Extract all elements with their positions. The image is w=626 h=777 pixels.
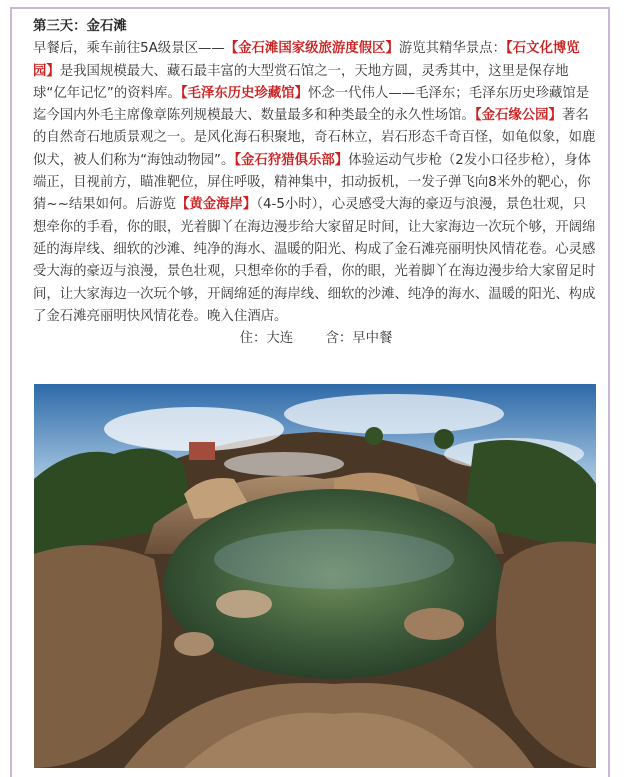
highlighted-attraction: 【金石滩国家级旅游度假区】 xyxy=(224,41,399,57)
highlighted-attraction: 【金石狩猎俱乐部】 xyxy=(234,152,349,168)
landscape-image xyxy=(34,384,596,768)
description-text: 是我国规模最大、藏石最丰富的大型赏石馆之一，天地方圆，灵秀其中，这里是保存地球“亿年记忆”的资料库。 xyxy=(33,63,569,101)
description-text: 体验运动气步枪（2发小口径步枪），身体端正，目视前方，瞄准靶位，屏住呼吸，精神集中，扣动扳机，一发子弹飞向8米外的靶心，你猜~~结果如何。后游览 xyxy=(33,152,592,213)
lodging-info: 住：大连 xyxy=(239,331,294,347)
description-text: （4-5小时），心灵感受大海的豪迈与浪漫，景色壮观，只想牵你的手看，你的眼，光着脚丫在海边漫步给大家留足时间，让大家海边一次玩个够，开阔绵延的海岸线、细软的沙滩、纯净的海水、温暖的阳光、构成了金石滩亮丽明快风情花卷。心灵感受大海的豪迈与浪漫，景色壮观，只想牵你的手看，你的眼，光着脚丫在海边漫步给大家留足时间，让大家海边一次玩个够，开阔绵延的海岸线、细软的沙滩、纯净的海水、温暖的阳光、构成了金石滩亮丽明快风情花卷。晚入住酒店。 xyxy=(33,197,596,324)
itinerary-paragraph xyxy=(33,38,599,328)
highlighted-attraction: 【黄金海岸】 xyxy=(175,197,257,213)
highlighted-attraction: 【毛泽东历史珍藏馆】 xyxy=(180,85,308,101)
jinshitan-photo xyxy=(34,384,596,768)
meals-info: 含：早中餐 xyxy=(325,331,393,347)
itinerary-content xyxy=(33,16,599,350)
description-text: 早餐后，乘车前往5A级景区—— xyxy=(33,41,225,57)
description-text: 怀念一代伟人——毛泽东；毛泽东历史珍藏馆是迄今国内外毛主席像章陈列规模最大、数量最多和种类最全的永久性场馆。 xyxy=(33,85,590,124)
description-text: 游览其精华景点： xyxy=(398,41,506,57)
day-title: 第三天：金石滩 xyxy=(33,19,127,34)
stay-info xyxy=(33,328,599,350)
description-text: 著名的自然奇石地质景观之一。是风化海石积聚地，奇石林立，岩石形态千奇百怪，如龟似象，如鹿似犬，被人们称为“海蚀动物园”。 xyxy=(33,108,596,168)
highlighted-attraction: 【金石缘公园】 xyxy=(474,108,562,124)
highlighted-attraction: 【石文化博览园】 xyxy=(33,41,580,79)
